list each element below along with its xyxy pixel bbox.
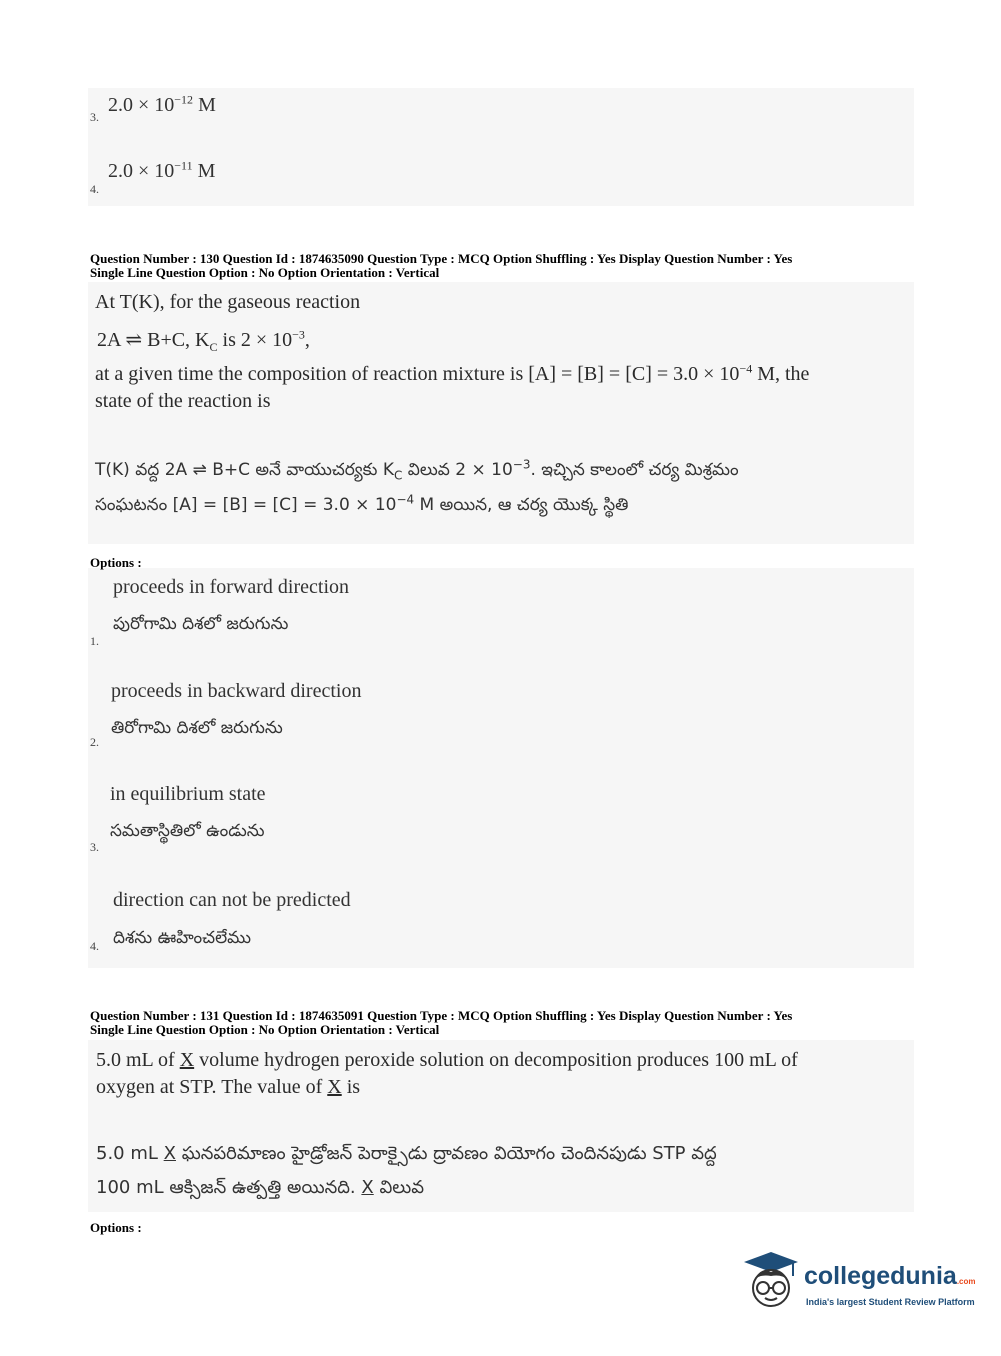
q130-option-3-number: 3.	[90, 840, 99, 854]
prev-option-3: $2.0 \times 10^{-12}$ M	[108, 92, 216, 116]
q131-options-label: Options :	[90, 1220, 142, 1235]
q130-te-line1: T(K) వద్ద 2A ⇌ B+C అనే వాయుచర్యకు $K_C$ విలువ $2 \times 10^{-3}$. ఇచ్చిన కాలంలో చర్య మిశ్రమం	[95, 457, 739, 483]
q130-option-1-en: proceeds in forward direction	[113, 576, 350, 598]
q130-option-3-te: సమతాస్థితిలో ఉండును	[110, 821, 265, 841]
q130-meta-line2: Single Line Question Option : No Option Orientation : Vertical	[90, 265, 440, 280]
q130-en-line3: at a given time the composition of reaction mixture is $[A] = [B] = [C] = 3.0 \times 10^{-4}$ M, the	[95, 361, 810, 385]
logo-tagline: India's largest Student Review Platform	[806, 1297, 975, 1307]
q130-en-line1: At T(K), for the gaseous reaction	[95, 291, 361, 313]
q130-option-2-number: 2.	[90, 735, 99, 749]
q130-meta-line1: Question Number : 130 Question Id : 1874635090 Question Type : MCQ Option Shuffling : Yes Display Question Number : Yes	[90, 251, 793, 266]
prev-option-3-number: 3.	[90, 110, 99, 124]
q130-te-line2: సంఘటనం $[A] = [B] = [C] = 3.0 \times 10^{-4}$ M అయిన, ఆ చర్య యొక్క స్థితి	[95, 492, 629, 515]
q131-meta-line1: Question Number : 131 Question Id : 1874635091 Question Type : MCQ Option Shuffling : Yes Display Question Number : Yes	[90, 1008, 793, 1023]
q131-te-line2: 100 mL ఆక్సిజన్ ఉత్పత్తి అయినది. X విలువ	[96, 1177, 425, 1198]
q130-option-2-te: తిరోగామి దిశలో జరుగును	[111, 718, 283, 738]
q130-option-4-te: దిశను ఊహించలేము	[113, 928, 252, 948]
q131-en-line1: 5.0 mL of X volume hydrogen peroxide solution on decomposition produces 100 mL of	[96, 1049, 798, 1071]
prev-option-4: $2.0 \times 10^{-11}$ M	[108, 158, 216, 182]
q131-en-line2: oxygen at STP. The value of X is	[96, 1076, 361, 1098]
q130-en-line2: 2A ⇌ B+C, $K_C$ is $2 \times 10^{-3}$,	[97, 327, 310, 354]
q130-option-4-number: 4.	[90, 939, 99, 953]
q130-option-4-en: direction can not be predicted	[113, 889, 351, 911]
logo-brand: collegedunia.com	[804, 1262, 976, 1290]
q131-meta-line2: Single Line Question Option : No Option Orientation : Vertical	[90, 1022, 440, 1037]
q130-option-3-en: in equilibrium state	[110, 783, 266, 805]
q130-option-2-en: proceeds in backward direction	[111, 680, 362, 702]
collegedunia-logo	[742, 1250, 976, 1320]
q130-en-line4: state of the reaction is	[95, 390, 271, 412]
q130-options-label: Options :	[90, 555, 142, 570]
prev-option-4-number: 4.	[90, 182, 99, 196]
mascot-icon	[742, 1250, 800, 1316]
q130-option-1-number: 1.	[90, 634, 99, 648]
q131-te-line1: 5.0 mL X ఘనపరిమాణం హైడ్రోజన్ పెరాక్సైడు ద్రావణం వియోగం చెందినపుడు STP వద్ద	[96, 1143, 717, 1164]
q130-option-1-te: పురోగామి దిశలో జరుగును	[113, 614, 289, 634]
